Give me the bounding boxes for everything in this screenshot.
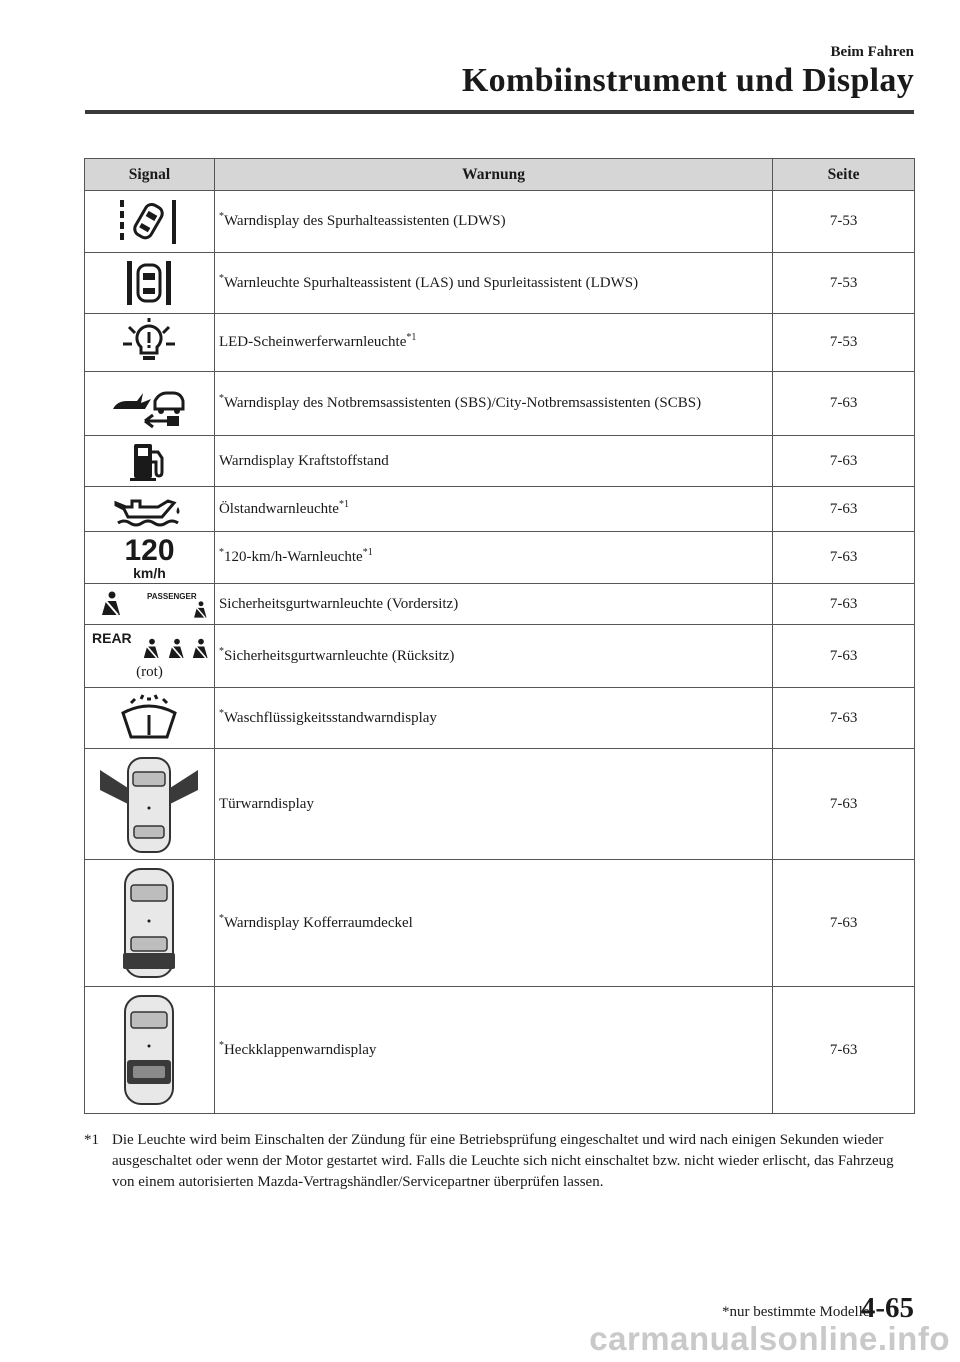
section-title: Beim Fahren: [830, 44, 914, 60]
page-ref: 7-63: [773, 532, 915, 584]
oil-level-icon: [112, 491, 186, 527]
footnote: [84, 1130, 914, 1193]
warning-label: Warndisplay Kraftstoffstand: [218, 452, 389, 469]
door-open-icon: [94, 752, 204, 856]
signal-table: [84, 158, 915, 1114]
lane-departure-display-icon: [114, 196, 184, 248]
warning-label: Warndisplay des Spurhalteassistenten (LDWS): [223, 213, 506, 229]
seatbelt-driver-icon: [101, 591, 123, 617]
table-row: [85, 436, 915, 487]
table-row: *Warnleuchte Spurhalteassistent (LAS) und Spurleitassistent (LDWS) 7-53: [85, 253, 915, 314]
washer-fluid-icon: [117, 693, 181, 743]
warning-label: Türwarndisplay: [218, 795, 314, 812]
rear-label: REAR: [92, 630, 132, 646]
table-row: LED-Scheinwerferwarnleuchte$^{*1}$ 7-53: [85, 314, 915, 372]
warning-label: Warndisplay des Notbremsassistenten (SBS)/City-Notbremsassistenten (SCBS): [223, 395, 702, 411]
page-ref: 7-63: [773, 372, 915, 436]
warning-label: Sicherheitsgurtwarnleuchte (Rücksitz): [223, 647, 455, 664]
trunk-open-icon: [109, 865, 189, 981]
warning-label: Sicherheitsgurtwarnleuchte (Vordersitz): [218, 595, 459, 612]
page-ref: 7-63: [773, 987, 915, 1114]
table-row: *Warndisplay des Notbremsassistenten (SBS)/City-Notbremsassistenten (SCBS) 7-63: [85, 372, 915, 436]
speed-120-icon: [89, 533, 210, 581]
lane-keep-assist-icon: [119, 258, 179, 308]
page-title: Kombiinstrument und Display: [461, 62, 914, 99]
passenger-label: PASSENGER: [147, 592, 197, 601]
page-ref: 7-63: [773, 625, 915, 688]
header-warning: Warnung: [214, 159, 772, 191]
warning-label: Ölstandwarnleuchte: [218, 500, 339, 517]
warning-label: Warnleuchte Spurhalteassistent (LAS) und Spurleitassistent (LDWS): [223, 274, 639, 291]
page-number: 4-65: [860, 1292, 914, 1324]
table-row: Ölstandwarnleuchte$^{*1}$ 7-63: [85, 487, 915, 532]
page-ref: 7-53: [773, 253, 915, 314]
warning-label: 120-km/h-Warnleuchte: [223, 549, 363, 565]
page-ref: 7-63: [773, 487, 915, 532]
table-header-row: [85, 159, 915, 191]
page-ref: 7-63: [773, 860, 915, 987]
page-ref: 7-63: [773, 749, 915, 860]
header-page: Seite: [773, 159, 915, 191]
led-headlight-warning-icon: [119, 318, 179, 368]
table-row: 120 km/h *120-km/h-Warnleuchte$^{*1}$ 7-63: [85, 532, 915, 584]
speed-value: 120: [124, 533, 175, 567]
seatbelt-passenger-icon: [193, 601, 209, 619]
table-row: [85, 584, 915, 625]
table-row: REAR (rot) *Sicherheitsgurtwarnleuchte (Rücksitz) 7-63: [85, 625, 915, 688]
warning-label: Waschflüssigkeitsstandwarndisplay: [223, 709, 437, 726]
speed-unit: km/h: [133, 564, 166, 581]
table-row: *Waschflüssigkeitsstandwarndisplay 7-63: [85, 688, 915, 749]
page-ref: 7-63: [773, 436, 915, 487]
rear-color-label: (rot): [136, 664, 163, 680]
fuel-level-icon: [124, 440, 174, 482]
warning-label: Heckklappenwarndisplay: [223, 1041, 377, 1058]
page-ref: 7-53: [773, 191, 915, 253]
models-note: *nur bestimmte Modelle: [722, 1304, 870, 1320]
table-row: *Warndisplay des Spurhalteassistenten (LDWS) 7-53: [85, 191, 915, 253]
page-ref: 7-63: [773, 688, 915, 749]
warning-label: LED-Scheinwerferwarnleuchte: [218, 334, 407, 350]
footnote-text: Die Leuchte wird beim Einschalten der Zündung für eine Betriebsprüfung eingeschaltet und wird nach einigen Sekunden wieder ausgeschaltet oder wenn der Motor gestartet wird. Falls die Leuchte sich nicht einschaltet bzw. nicht wieder erlischt, das Fahrzeug von einem autorisierten Mazda-Vertragshändler/Servicepartner überprüfen lassen.: [112, 1132, 894, 1190]
seatbelt-rear-right-icon: [192, 638, 210, 660]
watermark: carmanualsonline.info: [589, 1320, 950, 1357]
table-row: *Warndisplay Kofferraumdeckel 7-63: [85, 860, 915, 987]
table-row: [85, 749, 915, 860]
liftgate-open-icon: [109, 992, 189, 1108]
header-rule: [85, 110, 914, 114]
header-signal: Signal: [85, 159, 215, 191]
footnote-mark: *1: [84, 1132, 99, 1148]
seatbelt-rear-left-icon: [143, 638, 161, 660]
page-ref: 7-53: [773, 314, 915, 372]
page-ref: 7-63: [773, 584, 915, 625]
brake-assist-icon: [109, 379, 189, 429]
table-row: *Heckklappenwarndisplay 7-63: [85, 987, 915, 1114]
seatbelt-rear-center-icon: [168, 638, 186, 660]
warning-label: Warndisplay Kofferraumdeckel: [223, 914, 413, 931]
